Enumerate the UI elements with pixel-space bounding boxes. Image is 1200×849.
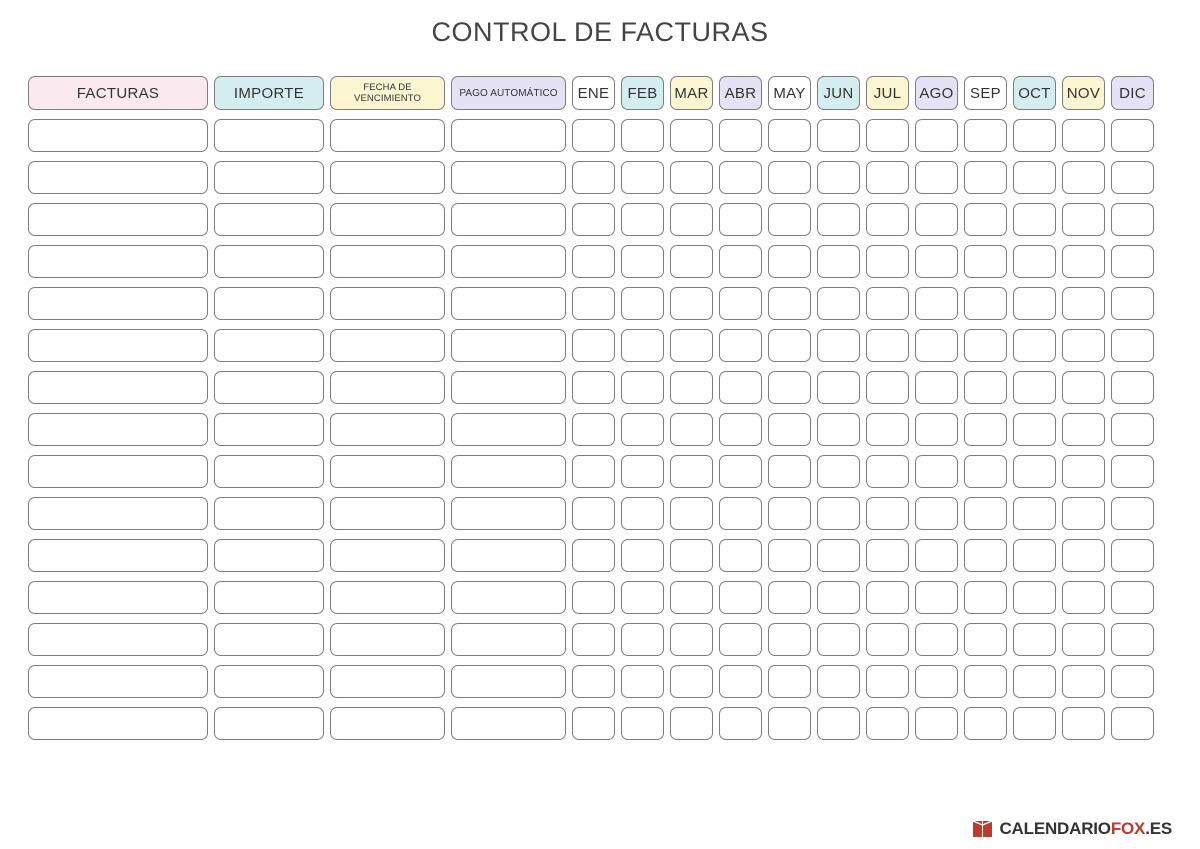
cell-factura[interactable] [28,413,208,446]
cell-pago[interactable] [451,623,566,656]
cell-month-oct[interactable] [1013,623,1056,656]
table-row [28,707,1172,740]
cell-month-jun[interactable] [817,707,860,740]
cell-month-may[interactable] [768,623,811,656]
cell-month-jul[interactable] [866,497,909,530]
cell-pago[interactable] [451,455,566,488]
cell-fecha[interactable] [330,287,445,320]
cell-month-mar[interactable] [670,497,713,530]
cell-month-mar[interactable] [670,329,713,362]
cell-pago[interactable] [451,371,566,404]
cell-month-mar[interactable] [670,665,713,698]
cell-month-mar[interactable] [670,539,713,572]
cell-month-nov[interactable] [1062,371,1105,404]
cell-month-oct[interactable] [1013,497,1056,530]
cell-factura[interactable] [28,497,208,530]
cell-importe[interactable] [214,455,324,488]
cell-month-mar[interactable] [670,203,713,236]
cell-month-dic[interactable] [1111,119,1154,152]
header-month-ago [915,76,958,110]
header-month-ene [572,76,615,110]
cell-month-ago[interactable] [915,413,958,446]
cell-month-may[interactable] [768,371,811,404]
cell-month-jun[interactable] [817,329,860,362]
cell-month-ago[interactable] [915,161,958,194]
table-header-row [28,76,1172,110]
cell-month-ago[interactable] [915,245,958,278]
cell-month-ago[interactable] [915,371,958,404]
header-month-label: MAR [674,84,709,102]
cell-month-feb[interactable] [621,245,664,278]
table-row [28,371,1172,404]
cell-importe[interactable] [214,245,324,278]
header-month-sep [964,76,1007,110]
cell-month-nov[interactable] [1062,497,1105,530]
table-row [28,119,1172,152]
cell-month-jun[interactable] [817,539,860,572]
cell-month-ago[interactable] [915,119,958,152]
cell-pago[interactable] [451,665,566,698]
cell-month-sep[interactable] [964,287,1007,320]
cell-fecha[interactable] [330,707,445,740]
header-pago-label: PAGO AUTOMÁTICO [459,87,558,99]
cell-month-oct[interactable] [1013,161,1056,194]
header-month-mar [670,76,713,110]
cell-month-nov[interactable] [1062,581,1105,614]
cell-month-feb[interactable] [621,413,664,446]
cell-factura[interactable] [28,455,208,488]
cell-month-sep[interactable] [964,497,1007,530]
cell-month-sep[interactable] [964,161,1007,194]
header-fecha-vencimiento [330,76,445,110]
table-row [28,623,1172,656]
book-icon [972,819,994,839]
cell-month-may[interactable] [768,329,811,362]
cell-month-jul[interactable] [866,413,909,446]
cell-month-nov[interactable] [1062,623,1105,656]
cell-month-may[interactable] [768,665,811,698]
cell-importe[interactable] [214,623,324,656]
cell-month-abr[interactable] [719,245,762,278]
watermark-text [999,819,1172,839]
cell-fecha[interactable] [330,371,445,404]
header-month-label: OCT [1018,84,1051,102]
cell-month-ago[interactable] [915,707,958,740]
cell-month-jul[interactable] [866,707,909,740]
header-month-jun [817,76,860,110]
cell-month-feb[interactable] [621,287,664,320]
cell-month-oct[interactable] [1013,455,1056,488]
cell-fecha[interactable] [330,581,445,614]
cell-importe[interactable] [214,203,324,236]
cell-month-nov[interactable] [1062,203,1105,236]
cell-month-nov[interactable] [1062,119,1105,152]
cell-fecha[interactable] [330,665,445,698]
table-row [28,539,1172,572]
header-month-jul [866,76,909,110]
header-month-label: NOV [1066,84,1101,102]
cell-month-may[interactable] [768,203,811,236]
cell-month-mar[interactable] [670,623,713,656]
cell-month-dic[interactable] [1111,371,1154,404]
cell-month-sep[interactable] [964,665,1007,698]
invoice-table [28,76,1172,749]
table-row [28,665,1172,698]
cell-pago[interactable] [451,329,566,362]
cell-month-ago[interactable] [915,455,958,488]
cell-month-oct[interactable] [1013,707,1056,740]
cell-importe[interactable] [214,329,324,362]
cell-fecha[interactable] [330,455,445,488]
cell-month-abr[interactable] [719,287,762,320]
cell-importe[interactable] [214,581,324,614]
cell-month-may[interactable] [768,581,811,614]
cell-month-abr[interactable] [719,623,762,656]
cell-month-may[interactable] [768,161,811,194]
cell-month-sep[interactable] [964,707,1007,740]
header-month-abr [719,76,762,110]
cell-month-ene[interactable] [572,371,615,404]
cell-month-mar[interactable] [670,119,713,152]
cell-month-dic[interactable] [1111,665,1154,698]
cell-month-sep[interactable] [964,329,1007,362]
cell-month-jul[interactable] [866,329,909,362]
header-month-label: AGO [919,84,954,102]
cell-importe[interactable] [214,665,324,698]
cell-month-jul[interactable] [866,203,909,236]
cell-month-jul[interactable] [866,539,909,572]
cell-importe[interactable] [214,497,324,530]
cell-month-jul[interactable] [866,161,909,194]
cell-month-mar[interactable] [670,707,713,740]
table-row [28,203,1172,236]
cell-month-nov[interactable] [1062,665,1105,698]
header-fecha-line2: VENCIMIENTO [354,93,421,104]
header-facturas [28,76,208,110]
cell-month-may[interactable] [768,413,811,446]
cell-month-feb[interactable] [621,119,664,152]
cell-month-may[interactable] [768,455,811,488]
table-row [28,497,1172,530]
cell-month-abr[interactable] [719,371,762,404]
watermark [972,819,1172,839]
cell-month-sep[interactable] [964,245,1007,278]
cell-month-ago[interactable] [915,539,958,572]
cell-month-jul[interactable] [866,119,909,152]
cell-pago[interactable] [451,413,566,446]
cell-month-nov[interactable] [1062,707,1105,740]
header-month-label: FEB [627,84,658,102]
cell-month-jun[interactable] [817,455,860,488]
cell-month-sep[interactable] [964,623,1007,656]
cell-month-oct[interactable] [1013,581,1056,614]
header-month-dic [1111,76,1154,110]
watermark-text-dark: CALENDARIO [999,819,1111,838]
cell-month-ene[interactable] [572,581,615,614]
cell-month-dic[interactable] [1111,161,1154,194]
cell-month-jun[interactable] [817,245,860,278]
cell-month-sep[interactable] [964,119,1007,152]
cell-month-jun[interactable] [817,203,860,236]
cell-importe[interactable] [214,371,324,404]
cell-month-ago[interactable] [915,623,958,656]
cell-factura[interactable] [28,329,208,362]
header-fecha-line1: FECHA DE [363,82,412,93]
cell-month-sep[interactable] [964,413,1007,446]
cell-month-ene[interactable] [572,287,615,320]
cell-month-mar[interactable] [670,371,713,404]
cell-month-abr[interactable] [719,707,762,740]
header-month-oct [1013,76,1056,110]
header-month-label: ABR [724,84,757,102]
cell-month-nov[interactable] [1062,287,1105,320]
header-month-label: JUN [823,84,854,102]
cell-month-feb[interactable] [621,497,664,530]
cell-month-abr[interactable] [719,329,762,362]
cell-month-dic[interactable] [1111,497,1154,530]
cell-factura[interactable] [28,287,208,320]
cell-fecha[interactable] [330,203,445,236]
cell-importe[interactable] [214,413,324,446]
header-facturas-label: FACTURAS [76,84,160,102]
header-month-label: JUL [873,84,902,102]
header-month-feb [621,76,664,110]
cell-month-feb[interactable] [621,161,664,194]
cell-importe[interactable] [214,161,324,194]
cell-month-ene[interactable] [572,665,615,698]
cell-month-ene[interactable] [572,203,615,236]
cell-month-nov[interactable] [1062,245,1105,278]
cell-month-ene[interactable] [572,497,615,530]
cell-month-jun[interactable] [817,497,860,530]
cell-month-may[interactable] [768,707,811,740]
cell-month-oct[interactable] [1013,665,1056,698]
cell-fecha[interactable] [330,623,445,656]
cell-month-oct[interactable] [1013,539,1056,572]
cell-month-ago[interactable] [915,287,958,320]
cell-month-abr[interactable] [719,119,762,152]
header-month-label: SEP [970,84,1001,102]
watermark-text-red: FOX [1110,819,1146,838]
header-month-label: ENE [577,84,610,102]
cell-pago[interactable] [451,245,566,278]
cell-month-nov[interactable] [1062,539,1105,572]
cell-fecha[interactable] [330,161,445,194]
cell-month-oct[interactable] [1013,413,1056,446]
cell-month-abr[interactable] [719,455,762,488]
cell-month-jun[interactable] [817,413,860,446]
cell-month-feb[interactable] [621,539,664,572]
cell-month-mar[interactable] [670,581,713,614]
cell-month-nov[interactable] [1062,455,1105,488]
cell-month-feb[interactable] [621,623,664,656]
cell-month-abr[interactable] [719,413,762,446]
cell-month-sep[interactable] [964,455,1007,488]
cell-month-may[interactable] [768,245,811,278]
cell-factura[interactable] [28,539,208,572]
header-pago-automatico [451,76,566,110]
table-row [28,245,1172,278]
cell-month-abr[interactable] [719,581,762,614]
cell-month-mar[interactable] [670,245,713,278]
cell-fecha[interactable] [330,413,445,446]
cell-month-sep[interactable] [964,581,1007,614]
cell-fecha[interactable] [330,245,445,278]
cell-month-ene[interactable] [572,455,615,488]
cell-pago[interactable] [451,707,566,740]
cell-month-ene[interactable] [572,623,615,656]
cell-month-mar[interactable] [670,287,713,320]
cell-month-dic[interactable] [1111,539,1154,572]
cell-month-jun[interactable] [817,581,860,614]
cell-month-ene[interactable] [572,539,615,572]
cell-month-jul[interactable] [866,245,909,278]
cell-month-sep[interactable] [964,203,1007,236]
table-row [28,455,1172,488]
cell-month-jul[interactable] [866,581,909,614]
cell-month-ago[interactable] [915,203,958,236]
cell-month-jun[interactable] [817,371,860,404]
header-importe-label: IMPORTE [233,84,305,102]
cell-importe[interactable] [214,539,324,572]
cell-fecha[interactable] [330,119,445,152]
cell-month-nov[interactable] [1062,329,1105,362]
cell-month-abr[interactable] [719,665,762,698]
watermark-text-suffix: .ES [1145,819,1172,838]
cell-month-abr[interactable] [719,497,762,530]
cell-month-jun[interactable] [817,665,860,698]
table-row [28,413,1172,446]
cell-month-abr[interactable] [719,203,762,236]
cell-pago[interactable] [451,287,566,320]
cell-month-feb[interactable] [621,581,664,614]
cell-month-jun[interactable] [817,161,860,194]
cell-month-dic[interactable] [1111,455,1154,488]
cell-factura[interactable] [28,665,208,698]
table-row [28,329,1172,362]
cell-pago[interactable] [451,203,566,236]
cell-factura[interactable] [28,371,208,404]
cell-month-abr[interactable] [719,539,762,572]
cell-pago[interactable] [451,119,566,152]
cell-month-feb[interactable] [621,203,664,236]
cell-month-feb[interactable] [621,329,664,362]
cell-pago[interactable] [451,497,566,530]
cell-month-dic[interactable] [1111,203,1154,236]
cell-month-jul[interactable] [866,665,909,698]
cell-month-abr[interactable] [719,161,762,194]
cell-month-dic[interactable] [1111,707,1154,740]
cell-month-jul[interactable] [866,287,909,320]
cell-month-dic[interactable] [1111,581,1154,614]
cell-month-may[interactable] [768,497,811,530]
cell-factura[interactable] [28,161,208,194]
cell-importe[interactable] [214,707,324,740]
cell-month-jul[interactable] [866,455,909,488]
cell-month-oct[interactable] [1013,119,1056,152]
cell-month-feb[interactable] [621,665,664,698]
header-importe [214,76,324,110]
cell-month-may[interactable] [768,119,811,152]
header-month-label: MAY [773,84,806,102]
page-title: CONTROL DE FACTURAS [431,17,769,47]
cell-month-ago[interactable] [915,665,958,698]
cell-month-dic[interactable] [1111,623,1154,656]
cell-month-ene[interactable] [572,119,615,152]
cell-fecha[interactable] [330,539,445,572]
cell-month-ene[interactable] [572,161,615,194]
cell-month-ene[interactable] [572,413,615,446]
cell-month-may[interactable] [768,539,811,572]
cell-month-ago[interactable] [915,581,958,614]
header-month-may [768,76,811,110]
cell-month-jun[interactable] [817,119,860,152]
cell-factura[interactable] [28,245,208,278]
cell-month-feb[interactable] [621,707,664,740]
cell-pago[interactable] [451,161,566,194]
cell-fecha[interactable] [330,329,445,362]
cell-factura[interactable] [28,623,208,656]
cell-factura[interactable] [28,119,208,152]
cell-month-mar[interactable] [670,413,713,446]
cell-month-feb[interactable] [621,455,664,488]
cell-month-ago[interactable] [915,497,958,530]
cell-month-oct[interactable] [1013,371,1056,404]
cell-month-sep[interactable] [964,539,1007,572]
cell-month-oct[interactable] [1013,287,1056,320]
cell-fecha[interactable] [330,497,445,530]
table-row [28,161,1172,194]
cell-factura[interactable] [28,581,208,614]
cell-factura[interactable] [28,707,208,740]
cell-month-jul[interactable] [866,623,909,656]
cell-month-nov[interactable] [1062,413,1105,446]
cell-month-nov[interactable] [1062,161,1105,194]
cell-importe[interactable] [214,287,324,320]
cell-month-may[interactable] [768,287,811,320]
cell-month-ene[interactable] [572,245,615,278]
cell-month-mar[interactable] [670,455,713,488]
cell-month-ene[interactable] [572,329,615,362]
cell-month-dic[interactable] [1111,329,1154,362]
header-month-label: DIC [1119,84,1146,102]
cell-importe[interactable] [214,119,324,152]
cell-month-oct[interactable] [1013,203,1056,236]
cell-month-jun[interactable] [817,623,860,656]
cell-factura[interactable] [28,203,208,236]
cell-month-oct[interactable] [1013,245,1056,278]
cell-month-ago[interactable] [915,329,958,362]
cell-month-sep[interactable] [964,371,1007,404]
cell-month-dic[interactable] [1111,413,1154,446]
cell-month-dic[interactable] [1111,287,1154,320]
cell-month-dic[interactable] [1111,245,1154,278]
cell-month-oct[interactable] [1013,329,1056,362]
cell-month-mar[interactable] [670,161,713,194]
cell-month-feb[interactable] [621,371,664,404]
cell-month-jul[interactable] [866,371,909,404]
cell-pago[interactable] [451,581,566,614]
header-month-nov [1062,76,1105,110]
cell-month-jun[interactable] [817,287,860,320]
cell-month-ene[interactable] [572,707,615,740]
table-row [28,287,1172,320]
cell-pago[interactable] [451,539,566,572]
table-row [28,581,1172,614]
